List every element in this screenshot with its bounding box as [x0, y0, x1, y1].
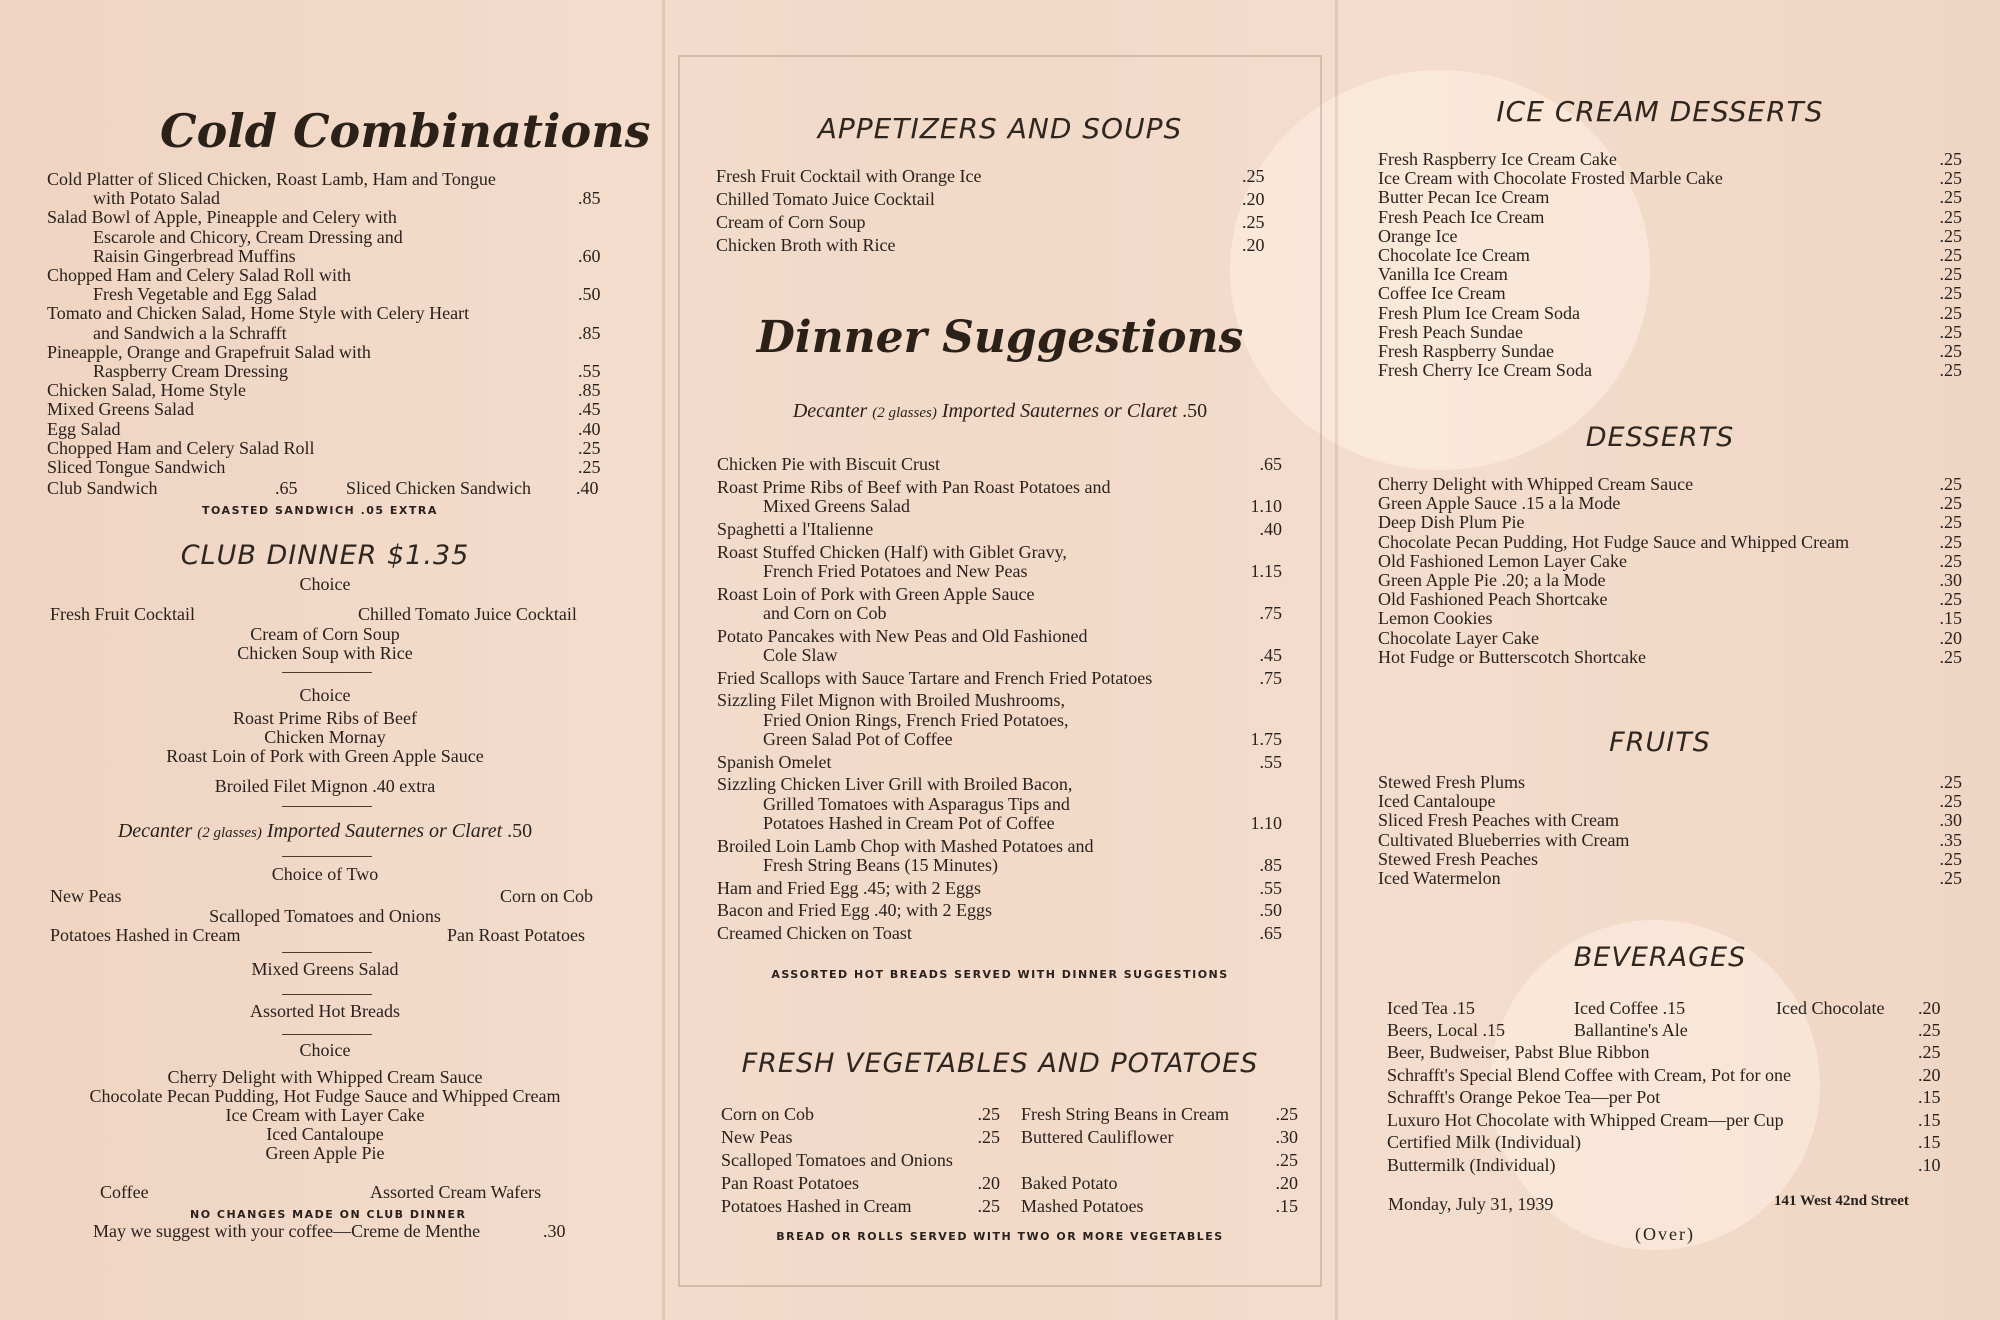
ballantine-ale: Ballantine's Ale: [1574, 1020, 1688, 1040]
menu-item-line: Egg Salad: [47, 418, 121, 439]
item-price: .25: [1939, 646, 1962, 667]
item-price: .55: [1259, 877, 1282, 898]
item-price: .25: [1939, 225, 1962, 246]
veg-hashed: Potatoes Hashed in Cream: [50, 925, 241, 945]
ice-cream-item: Fresh Peach Sundae: [1378, 321, 1523, 342]
fruit-item: Cultivated Blueberries with Cream: [1378, 829, 1630, 850]
creme-de-menthe-price: .30: [543, 1221, 566, 1241]
menu-item-line: Chopped Ham and Celery Salad Roll: [47, 437, 315, 458]
item-price: .25: [1939, 321, 1962, 342]
item-price: .25: [1939, 206, 1962, 227]
item-price: .25: [1242, 166, 1265, 186]
item-price: .15: [1918, 1087, 1941, 1107]
item-price: .25: [1939, 848, 1962, 869]
veg-new-peas: New Peas: [50, 886, 122, 906]
vegetable-item: Corn on Cob: [721, 1104, 815, 1124]
item-price: .25: [1939, 493, 1962, 514]
vegetable-item: New Peas: [721, 1127, 793, 1147]
item-price: .85: [578, 188, 601, 209]
item-price: .15: [1918, 1132, 1941, 1152]
item-price: .25: [977, 1196, 1000, 1216]
fold-line-left: [662, 0, 665, 1320]
dessert-item: Chocolate Pecan Pudding, Hot Fudge Sauce and Whipped Cream: [1378, 531, 1850, 552]
club-sandwich: Club Sandwich: [47, 478, 158, 498]
item-price: .25: [1939, 187, 1962, 208]
divider: [282, 952, 372, 953]
menu-item-line: Tomato and Chicken Salad, Home Style with Celery Heart: [47, 303, 470, 324]
cream-corn-soup: Cream of Corn Soup: [250, 624, 400, 644]
item-price: 1.75: [1250, 728, 1282, 749]
sliced-chicken-price: .40: [576, 478, 599, 498]
fruit-item: Iced Cantaloupe: [1378, 791, 1496, 812]
beverage-item: Certified Milk (Individual): [1387, 1132, 1581, 1152]
menu-item-line: Ham and Fried Egg .45; with 2 Eggs: [717, 877, 981, 898]
item-price: .35: [1939, 829, 1962, 850]
menu-item-line: with Potato Salad: [93, 188, 220, 209]
menu-item-line: Raisin Gingerbread Muffins: [93, 245, 296, 266]
desserts-title: DESSERTS: [1585, 422, 1735, 453]
item-price: .25: [1275, 1150, 1298, 1170]
decanter-line-center: [680, 400, 1320, 423]
chicken-soup-rice: Chicken Soup with Rice: [237, 643, 413, 663]
fruit-item: Stewed Fresh Plums: [1378, 772, 1526, 792]
decanter-wine: Imported Sauternes or Claret: [266, 820, 503, 842]
fruit-item: Iced Watermelon: [1378, 868, 1501, 888]
ice-cream-item: Coffee Ice Cream: [1378, 283, 1506, 304]
item-price: .25: [578, 457, 601, 477]
assorted-hot-breads: Assorted Hot Breads: [250, 1001, 400, 1021]
choice-of-two: Choice of Two: [271, 864, 379, 884]
item-price: .75: [1259, 602, 1282, 623]
item-price: .55: [578, 361, 601, 381]
ice-cream-title: ICE CREAM DESSERTS: [1496, 95, 1824, 128]
ice-cream-item: Fresh Raspberry Ice Cream Cake: [1378, 149, 1617, 169]
menu-item-line: Fried Onion Rings, French Fried Potatoes,: [763, 709, 1069, 730]
ice-cream-item: Orange Ice: [1378, 225, 1458, 246]
item-price: .25: [1918, 1042, 1941, 1062]
item-price: .20: [1242, 189, 1265, 209]
divider: [282, 672, 372, 673]
iced-chocolate-price: .20: [1918, 998, 1941, 1018]
choice-heading-1: Choice: [299, 574, 351, 594]
decanter-line-left: [0, 820, 650, 843]
item-price: .65: [1259, 923, 1282, 944]
iced-tea: Iced Tea .15: [1387, 998, 1475, 1018]
item-price: .30: [1939, 810, 1962, 831]
ice-cream-item: Fresh Raspberry Sundae: [1378, 341, 1554, 361]
ballantine-price: .25: [1918, 1020, 1941, 1040]
dessert-item: Green Apple Sauce .15 a la Mode: [1378, 493, 1621, 514]
appetizers-title: APPETIZERS AND SOUPS: [817, 112, 1183, 145]
item-price: .25: [1939, 302, 1962, 323]
dessert-pecan: Chocolate Pecan Pudding, Hot Fudge Sauce and Whipped Cream: [89, 1086, 561, 1106]
menu-item-line: Green Salad Pot of Coffee: [763, 728, 953, 749]
entree-prime-ribs: Roast Prime Ribs of Beef: [233, 708, 417, 728]
item-price: .30: [1275, 1127, 1298, 1147]
menu-item-line: Sizzling Filet Mignon with Broiled Mushrooms,: [717, 690, 1066, 711]
fresh-fruit-cocktail: Fresh Fruit Cocktail: [50, 604, 195, 624]
dessert-cherry: Cherry Delight with Whipped Cream Sauce: [167, 1067, 483, 1087]
dessert-apple-pie: Green Apple Pie: [265, 1143, 385, 1163]
beverages-title: BEVERAGES: [1573, 942, 1747, 973]
item-price: .25: [977, 1104, 1000, 1124]
menu-item-line: Creamed Chicken on Toast: [717, 923, 912, 944]
item-price: .25: [1939, 360, 1962, 381]
item-price: .85: [578, 380, 601, 401]
left-panel: [0, 0, 660, 1320]
appetizer-item: Cream of Corn Soup: [716, 212, 866, 232]
beverage-item: Schrafft's Special Blend Coffee with Cream, Pot for one: [1387, 1064, 1791, 1085]
item-price: .25: [1939, 550, 1962, 571]
menu-item-line: Salad Bowl of Apple, Pineapple and Celery with: [47, 207, 397, 228]
dessert-item: Chocolate Layer Cake: [1378, 627, 1539, 648]
menu-item-line: Raspberry Cream Dressing: [93, 361, 288, 381]
ice-cream-item: Fresh Cherry Ice Cream Soda: [1378, 360, 1592, 381]
item-price: .25: [1939, 772, 1962, 792]
divider: [282, 856, 372, 857]
menu-item-line: Potatoes Hashed in Cream Pot of Coffee: [763, 812, 1055, 833]
right-panel: [1340, 0, 2000, 1320]
vegetables-title: FRESH VEGETABLES AND POTATOES: [741, 1048, 1259, 1079]
menu-item-line: Fried Scallops with Sauce Tartare and French Fried Potatoes: [717, 667, 1153, 688]
item-price: 1.10: [1250, 812, 1282, 833]
dessert-ice-cream: Ice Cream with Layer Cake: [225, 1105, 425, 1125]
toasted-note: TOASTED SANDWICH .05 EXTRA: [202, 504, 438, 517]
item-price: .25: [1939, 245, 1962, 265]
item-price: .15: [1918, 1109, 1941, 1130]
item-price: .25: [1939, 149, 1962, 169]
item-price: .20: [1939, 627, 1962, 648]
menu-item-line: Chicken Salad, Home Style: [47, 380, 246, 401]
menu-item-line: Grilled Tomatoes with Asparagus Tips and: [763, 793, 1070, 814]
beverage-item: Luxuro Hot Chocolate with Whipped Cream—per Cup: [1387, 1109, 1784, 1130]
fruit-item: Sliced Fresh Peaches with Cream: [1378, 810, 1619, 831]
vegetable-item: Scalloped Tomatoes and Onions: [721, 1150, 953, 1170]
divider: [282, 994, 372, 995]
hot-breads-note: ASSORTED HOT BREADS SERVED WITH DINNER SUGGESTIONS: [771, 968, 1229, 981]
item-price: .25: [1939, 474, 1962, 494]
decanter-glasses: (2 glasses): [197, 825, 262, 841]
item-price: .20: [1242, 235, 1265, 255]
menu-item-line: Cold Platter of Sliced Chicken, Roast Lamb, Ham and Tongue: [47, 169, 496, 189]
item-price: .50: [1259, 900, 1282, 921]
dessert-item: Hot Fudge or Butterscotch Shortcake: [1378, 646, 1646, 667]
item-price: .25: [1939, 341, 1962, 361]
menu-item-line: Spaghetti a l'Italienne: [717, 518, 874, 539]
choice-heading-3: Choice: [299, 1040, 351, 1060]
menu-date: Monday, July 31, 1939: [1388, 1194, 1554, 1214]
item-price: .75: [1259, 667, 1282, 688]
item-price: .25: [578, 437, 601, 458]
item-price: .25: [1939, 283, 1962, 304]
entree-chicken-mornay: Chicken Mornay: [264, 727, 386, 747]
entree-filet-mignon: Broiled Filet Mignon .40 extra: [214, 776, 436, 796]
ice-cream-item: Vanilla Ice Cream: [1378, 264, 1508, 285]
entree-roast-pork: Roast Loin of Pork with Green Apple Sauce: [166, 746, 484, 766]
menu-item-line: Escarole and Chicory, Cream Dressing and: [93, 226, 403, 247]
item-price: 1.15: [1250, 560, 1282, 581]
item-price: .20: [1918, 1064, 1941, 1085]
divider: [282, 1034, 372, 1035]
item-price: .25: [1939, 868, 1962, 888]
menu-item-line: Roast Prime Ribs of Beef with Pan Roast Potatoes and: [717, 476, 1111, 497]
divider: [282, 806, 372, 807]
vegetables-note: BREAD OR ROLLS SERVED WITH TWO OR MORE VEGETABLES: [776, 1230, 1224, 1243]
club-dinner-title: CLUB DINNER $1.35: [180, 540, 470, 571]
veg-pan-roast: Pan Roast Potatoes: [447, 925, 585, 945]
menu-item-line: Cole Slaw: [763, 644, 838, 665]
item-price: 1.10: [1250, 496, 1282, 516]
menu-item-line: Spanish Omelet: [717, 751, 832, 772]
veg-corn-cob: Corn on Cob: [500, 886, 594, 906]
menu-item-line: Roast Loin of Pork with Green Apple Sauce: [717, 583, 1035, 604]
ice-cream-item: Butter Pecan Ice Cream: [1378, 187, 1550, 208]
item-price: .25: [1939, 791, 1962, 812]
item-price: .15: [1275, 1196, 1298, 1216]
choice-heading-2: Choice: [299, 685, 351, 705]
fold-line-right: [1335, 0, 1338, 1320]
menu-item-line: Mixed Greens Salad: [763, 496, 910, 516]
dessert-item: Green Apple Pie .20; a la Mode: [1378, 570, 1606, 590]
menu-item-line: Fresh Vegetable and Egg Salad: [93, 284, 317, 305]
sliced-chicken-sandwich: Sliced Chicken Sandwich: [346, 478, 531, 498]
menu-item-line: Mixed Greens Salad: [47, 399, 194, 420]
decanter-glasses: (2 glasses): [872, 405, 937, 421]
dessert-cantaloupe: Iced Cantaloupe: [266, 1124, 384, 1144]
beverage-item: Buttermilk (Individual): [1387, 1154, 1556, 1175]
item-price: .25: [1939, 264, 1962, 285]
ice-cream-item: Chocolate Ice Cream: [1378, 245, 1530, 265]
item-price: .40: [578, 418, 601, 439]
item-price: .55: [1259, 751, 1282, 772]
decanter-wine: Imported Sauternes or Claret: [941, 400, 1178, 422]
menu-address: 141 West 42nd Street: [1774, 1193, 1909, 1209]
item-price: .25: [1939, 512, 1962, 533]
dessert-item: Lemon Cookies: [1378, 608, 1493, 629]
menu-item-line: Roast Stuffed Chicken (Half) with Giblet Gravy,: [717, 541, 1067, 562]
item-price: .40: [1259, 518, 1282, 539]
item-price: .25: [977, 1127, 1000, 1147]
item-price: .25: [1939, 531, 1962, 552]
appetizer-item: Chicken Broth with Rice: [716, 235, 896, 255]
menu-item-line: Potato Pancakes with New Peas and Old Fashioned: [717, 625, 1088, 646]
fruits-title: FRUITS: [1609, 727, 1711, 758]
menu-item-line: Chicken Pie with Biscuit Crust: [717, 454, 940, 474]
vegetable-item: Fresh String Beans in Cream: [1021, 1104, 1229, 1124]
menu-item-line: Pineapple, Orange and Grapefruit Salad with: [47, 341, 371, 362]
vegetable-item: Pan Roast Potatoes: [721, 1173, 859, 1193]
fruit-item: Stewed Fresh Peaches: [1378, 848, 1538, 869]
dessert-item: Cherry Delight with Whipped Cream Sauce: [1378, 474, 1694, 494]
menu-item-line: Fresh String Beans (15 Minutes): [763, 854, 998, 875]
item-price: .25: [1939, 168, 1962, 189]
item-price: .85: [578, 322, 601, 343]
menu-item-line: and Corn on Cob: [763, 602, 887, 623]
cold-combinations-title: Cold Combinations: [160, 104, 651, 158]
ice-cream-item: Fresh Peach Ice Cream: [1378, 206, 1545, 227]
cream-wafers: Assorted Cream Wafers: [370, 1182, 542, 1202]
item-price: .65: [1259, 454, 1282, 474]
creme-de-menthe-suggestion: May we suggest with your coffee—Creme de Menthe: [93, 1221, 481, 1241]
vegetable-item: Mashed Potatoes: [1021, 1196, 1144, 1216]
item-price: .25: [1242, 212, 1265, 232]
item-price: .15: [1939, 608, 1962, 629]
club-sandwich-price: .65: [275, 478, 298, 498]
coffee: Coffee: [100, 1182, 149, 1202]
menu-item-line: Bacon and Fried Egg .40; with 2 Eggs: [717, 900, 992, 921]
menu-item-line: Sizzling Chicken Liver Grill with Broiled Bacon,: [717, 774, 1073, 795]
vegetable-item: Baked Potato: [1021, 1173, 1118, 1193]
menu-item-line: and Sandwich a la Schrafft: [93, 322, 287, 343]
chilled-tomato-juice: Chilled Tomato Juice Cocktail: [358, 604, 577, 624]
ice-cream-item: Fresh Plum Ice Cream Soda: [1378, 302, 1580, 323]
mixed-greens-salad: Mixed Greens Salad: [251, 959, 399, 979]
item-price: .30: [1939, 570, 1962, 590]
menu-item-line: Sliced Tongue Sandwich: [47, 457, 226, 477]
over-note: (Over): [1635, 1224, 1695, 1244]
menu-item-line: Chopped Ham and Celery Salad Roll with: [47, 265, 351, 285]
menu-item-line: French Fried Potatoes and New Peas: [763, 560, 1028, 581]
item-price: .85: [1259, 854, 1282, 875]
vegetable-item: Buttered Cauliflower: [1021, 1127, 1174, 1147]
center-panel: [680, 0, 1320, 1320]
dessert-item: Old Fashioned Lemon Layer Cake: [1378, 550, 1627, 571]
item-price: .20: [977, 1173, 1000, 1193]
item-price: .45: [578, 399, 601, 420]
ice-cream-item: Ice Cream with Chocolate Frosted Marble Cake: [1378, 168, 1723, 189]
appetizer-item: Fresh Fruit Cocktail with Orange Ice: [716, 166, 982, 186]
no-changes-note: NO CHANGES MADE ON CLUB DINNER: [190, 1208, 467, 1221]
vegetable-item: Potatoes Hashed in Cream: [721, 1196, 912, 1216]
item-price: .10: [1918, 1154, 1941, 1175]
dessert-item: Old Fashioned Peach Shortcake: [1378, 589, 1608, 610]
item-price: .45: [1259, 644, 1282, 665]
beers-local: Beers, Local .15: [1387, 1020, 1505, 1040]
decanter-label: Decanter: [792, 400, 868, 422]
decanter-price: .50: [507, 820, 533, 842]
item-price: .25: [1939, 589, 1962, 610]
dinner-suggestions-title: Dinner Suggestions: [756, 312, 1244, 363]
item-price: .50: [578, 284, 601, 305]
veg-scalloped: Scalloped Tomatoes and Onions: [209, 906, 441, 926]
item-price: .20: [1275, 1173, 1298, 1193]
beverage-item: Beer, Budweiser, Pabst Blue Ribbon: [1387, 1042, 1650, 1062]
item-price: .25: [1275, 1104, 1298, 1124]
beverage-item: Schrafft's Orange Pekoe Tea—per Pot: [1387, 1087, 1661, 1107]
decanter-price: .50: [1182, 400, 1208, 422]
dessert-item: Deep Dish Plum Pie: [1378, 512, 1525, 533]
decanter-label: Decanter: [117, 820, 193, 842]
iced-chocolate: Iced Chocolate: [1776, 998, 1885, 1018]
menu-item-line: Broiled Loin Lamb Chop with Mashed Potatoes and: [717, 835, 1094, 856]
item-price: .60: [578, 245, 601, 266]
appetizer-item: Chilled Tomato Juice Cocktail: [716, 189, 935, 209]
iced-coffee: Iced Coffee .15: [1574, 998, 1686, 1018]
